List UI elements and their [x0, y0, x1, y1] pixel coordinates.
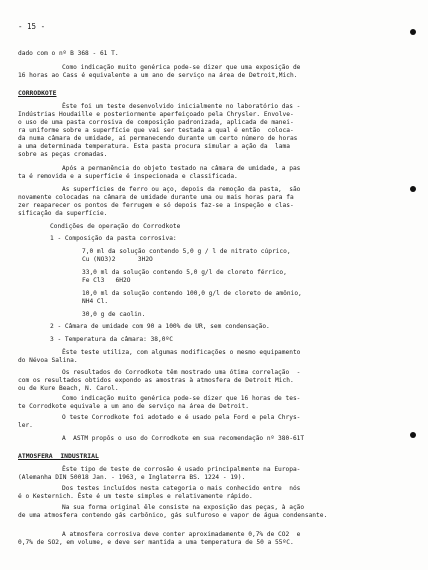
text-line: 0,7% de SO2, em volume, e deve ser mantida a uma temperatura de 50 a 55ºC. — [18, 539, 294, 546]
text-line: Após a permanência do objeto testado na câmara de umidade, a pas — [62, 165, 301, 172]
text-line: A ASTM propôs o uso do Corrodkote em sua recomendação nº 380-61T — [62, 435, 305, 442]
text-line: zer reaparecer os pontos de ferrugem e só depois faz-se a inspeção e clas- — [18, 202, 294, 209]
text-line: Êste foi um teste desenvolvido inicialmente no laboratório das - — [62, 103, 301, 110]
text-line: 30,0 g de caolin. — [82, 311, 146, 318]
text-line: novamente colocadas na câmara de umidade durante uma ou mais horas para fa — [18, 194, 294, 201]
text-line: sobre as peças cromadas. — [18, 151, 108, 158]
text-line: dado com o nº B 368 - 61 T. — [18, 50, 119, 57]
text-line: ra uniforme sobre a superfície que vai ser testada a qual é então coloca- — [18, 127, 294, 134]
text-line: de uma atmosfera contendo gás carbônico, gás sulfuroso e vapor de água condensante. — [18, 512, 328, 519]
text-line: 1 - Composição da pasta corrosiva: — [50, 235, 177, 242]
text-line: Fe Cl3 6H2O — [82, 277, 131, 284]
text-line: Na sua forma original êle consiste na exposição das peças, à ação — [62, 504, 305, 511]
text-line: ou de Kure Beach, N. Carol. — [18, 385, 119, 392]
text-line: 10,0 ml da solução contendo 100,0 g/l de cloreto de amônio, — [82, 290, 302, 297]
text-line: Cu (NO3)2 3H2O — [82, 256, 153, 263]
text-line: 16 horas ao Cass é equivalente a um ano de serviço na área de Detroit,Mich. — [18, 72, 298, 79]
section-heading-atmosfera-industrial: ATMOSFERA INDUSTRIAL — [18, 452, 99, 460]
text-line: 7,0 ml da solução contendo 5,0 g / l de nitrato cúprico, — [82, 248, 291, 255]
text-line: Como indicação muito genérica pode-se dizer que 16 horas de tes- — [62, 395, 301, 402]
text-line: (Alemanha DIN 50018 Jan. - 1963, e Inglaterra BS. 1224 - 19). — [18, 474, 246, 481]
text-line: Êste teste utiliza, com algumas modificações o mesmo equipamento — [62, 349, 301, 356]
text-line: Condições de operação do Corrodkote — [50, 223, 181, 230]
text-line: 2 - Câmara de umidade com 90 a 100% de UR, sem condensação. — [50, 323, 270, 330]
text-line: ler. — [18, 422, 33, 429]
text-line: Indústrias Houdaille e posteriormente aperfeiçoado pela Chrysler. Envolve- — [18, 111, 294, 118]
text-line: a uma determinada temperatura. Esta pasta procura simular a ação da lama — [18, 143, 290, 150]
text-line: ta é removida e a superfície é inspecionada e classificada. — [18, 173, 238, 180]
binder-hole-bottom — [410, 432, 416, 438]
text-line: NH4 Cl. — [82, 298, 109, 305]
text-line: As superfícies de ferro ou aço, depois da remoção da pasta, são — [62, 186, 301, 193]
text-line: A atmosfera corrosiva deve conter aproximadamente 0,7% de CO2 e — [62, 531, 301, 538]
text-line: Os resultados do Corrodkote têm mostrado uma ótima correlação - — [62, 369, 301, 376]
text-line: com os resultados obtidos expondo as amostras à atmosfera de Detroit Mich. — [18, 377, 294, 384]
text-line: Como indicação muito genérica pode-se dizer que uma exposição de — [62, 64, 301, 71]
text-line: da numa câmara de umidade, aí permanecendo durante um certo número de horas — [18, 135, 298, 142]
text-line: é o Kesternich. Êste é um teste simples e relativamente rápido. — [18, 493, 253, 500]
text-line: sificação da superfície. — [18, 210, 108, 217]
text-line: 3 - Temperatura da câmara: 38,0ºC — [50, 336, 173, 343]
text-line: o uso de uma pasta corrosiva de composição padronizada, aplicada de manei- — [18, 119, 294, 126]
binder-hole-top — [410, 29, 416, 35]
text-line: te Corrodkote equivale a um ano de serviço na área de Detroit. — [18, 403, 249, 410]
text-line: do Névoa Salina. — [18, 357, 78, 364]
page-number: - 15 - — [18, 22, 46, 31]
binder-hole-middle — [410, 186, 416, 192]
section-heading-corrodkote: CORRODKOTE — [18, 89, 57, 97]
text-line: O teste Corrodkote foi adotado e é usado pela Ford e pela Chrys- — [62, 414, 301, 421]
text-line: Êste tipo de teste de corrosão é usado principalmente na Europa- — [62, 466, 301, 473]
text-line: 33,0 ml da solução contendo 5,0 g/l de cloreto férrico, — [82, 269, 287, 276]
text-line: Dos testes incluídos nesta categoria o mais conhecido entre nós — [62, 485, 301, 492]
